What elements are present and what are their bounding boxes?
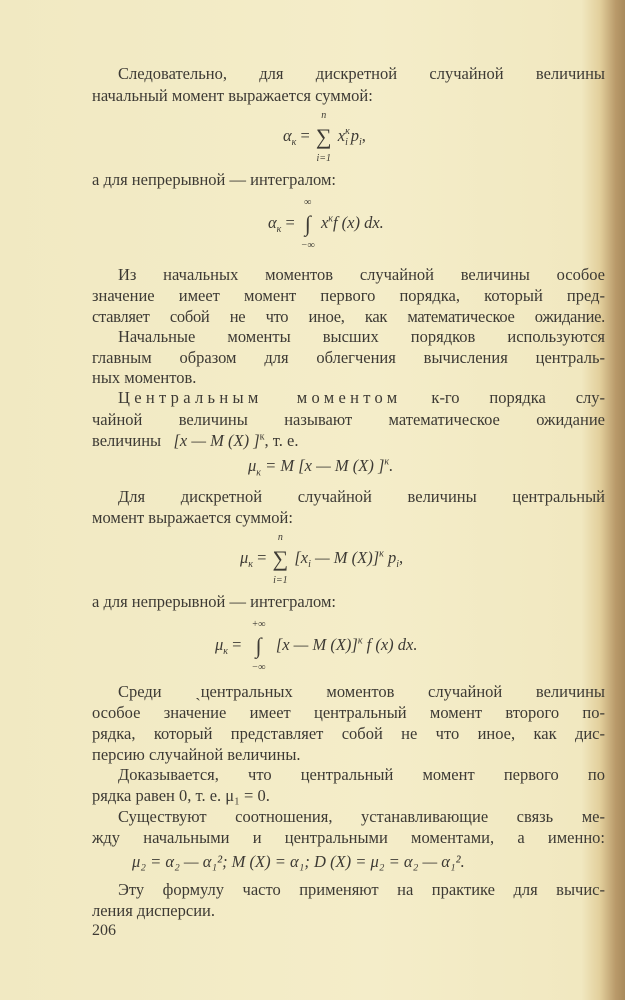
text-line: Эту формулу часто применяют на практике для вычис- (118, 880, 605, 899)
text-line: Из начальных моментов случайной величины особое (118, 265, 605, 284)
text-line: а для непрерывной — интегралом: (92, 592, 337, 611)
text-line: момент выражается суммой: (92, 508, 293, 527)
sum-operator: n ∑ i=1 (272, 532, 289, 586)
text-line: Среди ˎцентральных моментов случайной величины (118, 682, 605, 701)
text-line: рядка, который представляет собой не что иное, как дис- (92, 724, 605, 743)
text-line: значение имеет момент первого порядка, который пред- (92, 286, 605, 305)
text-line: жду начальными и центральными моментами, а именно: (92, 828, 605, 847)
text-line: Существуют соотношения, устанавливающие связь ме- (118, 807, 605, 826)
integral-operator: ∞ ∫ −∞ (300, 197, 315, 251)
text-line: ления дисперсии. (92, 901, 215, 920)
text-line: Следовательно, для дискретной случайной величины (118, 64, 605, 83)
text-line: Доказывается, что центральный момент первого по (118, 765, 605, 784)
text-line: начальный момент выражается суммой: (92, 86, 373, 105)
text-line: чайной величины называют математическое ожидание (92, 410, 605, 429)
text-line: рядка равен 0, т. е. μ₁ = 0. (92, 786, 270, 805)
text-line: особое значение имеет центральный момент второго по- (92, 703, 605, 722)
formula-alpha-integral: $\alpha_к$ = ∞ ∫ −∞ $x^кf$ (x) dx. (268, 197, 384, 251)
formula-moment-relations: μ₂ = α₂ — α₁²; M (X) = α₁; D (X) = μ₂ = α₂ — α₁². (132, 852, 465, 871)
text-line: персию случайной величины. (92, 745, 301, 764)
sum-operator: n ∑ i=1 (315, 110, 332, 164)
formula-mu-integral: $\mu_к$ = +∞ ∫ −∞ [x — M (X)]$^к$ f (x) dx. (215, 619, 418, 673)
text-line: Начальные моменты высших порядков используются (118, 327, 605, 346)
text-line: ных моментов. (92, 368, 197, 387)
text-line: Центральным моментом к-го порядка слу- (118, 388, 605, 407)
formula-alpha-sum: $\alpha_к$ = n ∑ i=1 x к i $p_i$, (283, 110, 366, 164)
definition-term: Центральным моментом (118, 388, 402, 407)
text-line: величины [x — M (X) ]$^к$, т. е. (92, 431, 299, 450)
text-line: Для дискретной случайной величины центральный (118, 487, 605, 506)
integral-operator: +∞ ∫ −∞ (251, 619, 266, 673)
text-line: а для непрерывной — интегралом: (92, 170, 337, 189)
text-line: ставляет собой не что иное, как математическое ожидание. (92, 307, 605, 326)
formula-mu-definition: $\mu_к = M$ [x — M (X) ]$^к$. (248, 456, 394, 479)
formula-mu-sum: $\mu_к$ = n ∑ i=1 [$x_i$ — M (X)]$^к$ $p_i$, (240, 532, 404, 586)
page-number: 206 (92, 922, 116, 939)
text-line: главным образом для облегчения вычисления централь- (92, 348, 605, 367)
